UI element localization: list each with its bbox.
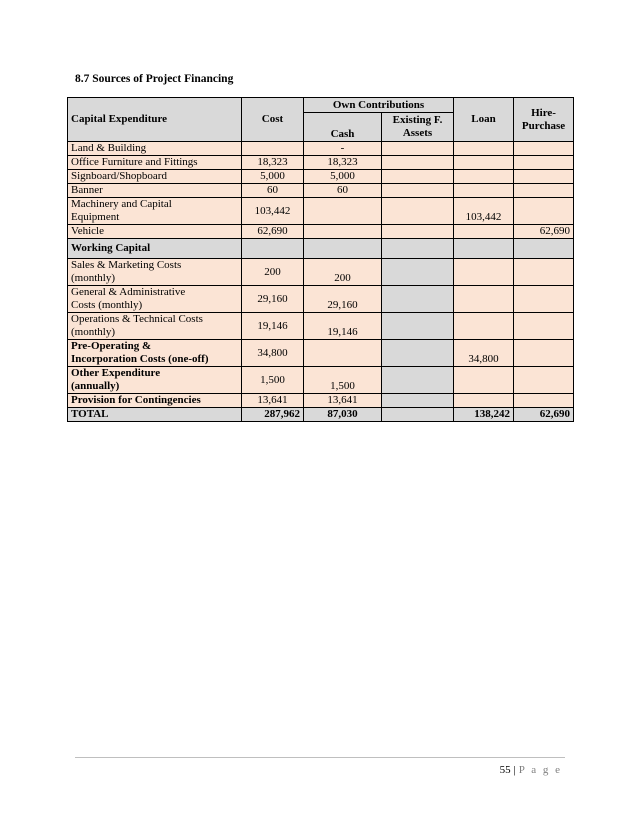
table-row bbox=[68, 142, 574, 156]
table-row bbox=[68, 156, 574, 170]
header-hire-purchase-line2: Purchase bbox=[521, 119, 566, 132]
row-label bbox=[68, 286, 242, 313]
row-cash: 60 bbox=[304, 184, 382, 198]
row-assets bbox=[382, 156, 454, 170]
table-row bbox=[68, 170, 574, 184]
row-label: Signboard/Shopboard bbox=[68, 170, 242, 184]
header-cash: Cash bbox=[304, 113, 382, 142]
header-existing-f-assets bbox=[382, 113, 454, 142]
row-label: Office Furniture and Fittings bbox=[68, 156, 242, 170]
section-row-working-capital bbox=[68, 239, 574, 259]
table-row bbox=[68, 394, 574, 408]
row-loan: 34,800 bbox=[454, 340, 514, 367]
header-capital-expenditure: Capital Expenditure bbox=[68, 98, 242, 142]
header-existing-f-assets-line1: Existing F. bbox=[392, 114, 443, 126]
page-word: P a g e bbox=[518, 764, 562, 776]
row-cost: 13,641 bbox=[242, 394, 304, 408]
row-cost: 60 bbox=[242, 184, 304, 198]
row-cash: 19,146 bbox=[304, 313, 382, 340]
row-label: Banner bbox=[68, 184, 242, 198]
row-assets bbox=[382, 198, 454, 225]
row-label bbox=[68, 367, 242, 394]
row-label-line1: Machinery and Capital bbox=[71, 198, 172, 210]
row-cost: 5,000 bbox=[242, 170, 304, 184]
table-row bbox=[68, 340, 574, 367]
row-hire bbox=[514, 184, 574, 198]
row-label bbox=[68, 259, 242, 286]
table-row bbox=[68, 286, 574, 313]
header-hire-purchase-line1: Hire- bbox=[531, 106, 556, 119]
row-cash bbox=[304, 198, 382, 225]
row-label-line2: (monthly) bbox=[71, 272, 115, 284]
row-loan bbox=[454, 170, 514, 184]
row-cash: - bbox=[304, 142, 382, 156]
table-row bbox=[68, 367, 574, 394]
row-label-line2: Incorporation Costs (one-off) bbox=[71, 353, 209, 365]
row-cash bbox=[304, 340, 382, 367]
header-existing-f-assets-line2: Assets bbox=[402, 127, 433, 139]
row-assets bbox=[382, 184, 454, 198]
table-row bbox=[68, 225, 574, 239]
row-cash: 13,641 bbox=[304, 394, 382, 408]
financing-table bbox=[67, 97, 574, 422]
page-number: 55 bbox=[499, 764, 511, 776]
row-label: Vehicle bbox=[68, 225, 242, 239]
row-label bbox=[68, 198, 242, 225]
row-label-line1: Pre-Operating & bbox=[71, 340, 152, 352]
row-assets bbox=[382, 225, 454, 239]
row-cash: 18,323 bbox=[304, 156, 382, 170]
row-loan bbox=[454, 142, 514, 156]
row-cash: 1,500 bbox=[304, 367, 382, 394]
row-cash bbox=[304, 225, 382, 239]
row-hire bbox=[514, 156, 574, 170]
row-label-line2: Costs (monthly) bbox=[71, 299, 143, 311]
row-cost: 200 bbox=[242, 259, 304, 286]
row-hire: 62,690 bbox=[514, 225, 574, 239]
header-cost: Cost bbox=[242, 98, 304, 142]
row-cost: 34,800 bbox=[242, 340, 304, 367]
row-cash: 5,000 bbox=[304, 170, 382, 184]
row-loan bbox=[454, 225, 514, 239]
table-row bbox=[68, 198, 574, 225]
total-cash: 87,030 bbox=[304, 408, 382, 422]
row-cost: 103,442 bbox=[242, 198, 304, 225]
row-hire bbox=[514, 170, 574, 184]
row-assets bbox=[382, 142, 454, 156]
table-row bbox=[68, 184, 574, 198]
row-label-line1: General & Administrative bbox=[71, 286, 186, 298]
row-label: Provision for Contingencies bbox=[68, 394, 242, 408]
row-label-line1: Operations & Technical Costs bbox=[71, 313, 203, 325]
header-hire-purchase bbox=[514, 98, 574, 142]
page-footer bbox=[500, 764, 562, 776]
row-cost: 62,690 bbox=[242, 225, 304, 239]
table-row bbox=[68, 259, 574, 286]
table-row bbox=[68, 313, 574, 340]
row-assets bbox=[382, 170, 454, 184]
section-heading: 8.7 Sources of Project Financing bbox=[75, 73, 234, 85]
footer-divider bbox=[75, 757, 565, 758]
row-label: Land & Building bbox=[68, 142, 242, 156]
total-label: TOTAL bbox=[68, 408, 242, 422]
row-label-line1: Sales & Marketing Costs bbox=[71, 259, 182, 271]
row-cost: 18,323 bbox=[242, 156, 304, 170]
working-capital-label: Working Capital bbox=[68, 239, 242, 259]
row-hire bbox=[514, 198, 574, 225]
row-cash: 29,160 bbox=[304, 286, 382, 313]
total-hire: 62,690 bbox=[514, 408, 574, 422]
header-loan: Loan bbox=[454, 98, 514, 142]
row-loan bbox=[454, 156, 514, 170]
header-own-contributions: Own Contributions bbox=[304, 98, 454, 113]
total-loan: 138,242 bbox=[454, 408, 514, 422]
row-label bbox=[68, 340, 242, 367]
footer-separator: | bbox=[513, 764, 516, 776]
row-label-line2: (monthly) bbox=[71, 326, 115, 338]
row-hire bbox=[514, 142, 574, 156]
row-label-line2: (annually) bbox=[71, 380, 120, 392]
row-label-line1: Other Expenditure bbox=[71, 367, 161, 379]
total-row bbox=[68, 408, 574, 422]
total-assets bbox=[382, 408, 454, 422]
row-cost: 1,500 bbox=[242, 367, 304, 394]
row-cost: 29,160 bbox=[242, 286, 304, 313]
row-cash: 200 bbox=[304, 259, 382, 286]
row-label-line2: Equipment bbox=[71, 211, 120, 223]
row-loan: 103,442 bbox=[454, 198, 514, 225]
row-cost: 19,146 bbox=[242, 313, 304, 340]
row-loan bbox=[454, 184, 514, 198]
total-cost: 287,962 bbox=[242, 408, 304, 422]
row-cost bbox=[242, 142, 304, 156]
row-label bbox=[68, 313, 242, 340]
